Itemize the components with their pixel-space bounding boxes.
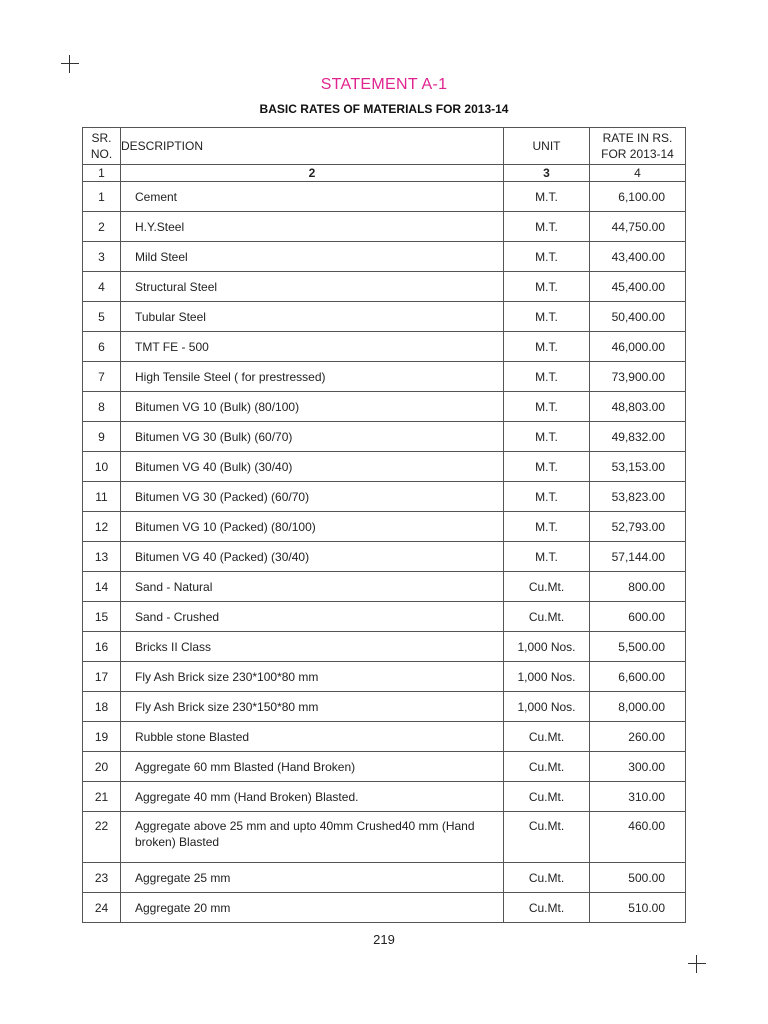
column-number: 3 (504, 165, 590, 182)
table-row (83, 422, 686, 452)
header-rate-line2: FOR 2013-14 (601, 147, 674, 161)
rate-cell: 310.00 (590, 782, 686, 812)
crop-mark-icon (61, 55, 79, 73)
unit-cell: M.T. (504, 512, 590, 542)
description-cell: Sand - Crushed (121, 602, 504, 632)
sr-no-cell: 19 (83, 722, 121, 752)
description-cell: Bitumen VG 40 (Bulk) (30/40) (121, 452, 504, 482)
sr-no-cell: 14 (83, 572, 121, 602)
header-sr-line2: NO. (90, 147, 113, 161)
sr-no-cell: 23 (83, 863, 121, 893)
rate-cell: 49,832.00 (590, 422, 686, 452)
unit-cell: Cu.Mt. (504, 722, 590, 752)
description-line: Aggregate above 25 mm and upto 40mm Crushed40 mm (Hand (135, 819, 475, 833)
sr-no-cell: 18 (83, 692, 121, 722)
rate-cell: 43,400.00 (590, 242, 686, 272)
column-number: 1 (83, 165, 121, 182)
unit-cell: M.T. (504, 302, 590, 332)
unit-cell: M.T. (504, 542, 590, 572)
crop-mark-icon (688, 955, 706, 973)
description-cell: Fly Ash Brick size 230*100*80 mm (121, 662, 504, 692)
rate-cell: 44,750.00 (590, 212, 686, 242)
header-rate-line1: RATE IN RS. (602, 131, 673, 145)
sr-no-cell: 22 (83, 812, 121, 863)
rate-cell: 300.00 (590, 752, 686, 782)
rate-cell: 6,600.00 (590, 662, 686, 692)
table-header-row (83, 128, 686, 165)
sr-no-cell: 2 (83, 212, 121, 242)
table-row (83, 512, 686, 542)
description-cell: Tubular Steel (121, 302, 504, 332)
table-row (83, 692, 686, 722)
sr-no-cell: 13 (83, 542, 121, 572)
table-row (83, 632, 686, 662)
unit-cell: Cu.Mt. (504, 863, 590, 893)
sr-no-cell: 9 (83, 422, 121, 452)
rate-cell: 800.00 (590, 572, 686, 602)
unit-cell: M.T. (504, 242, 590, 272)
description-cell: Fly Ash Brick size 230*150*80 mm (121, 692, 504, 722)
rate-cell: 53,823.00 (590, 482, 686, 512)
description-cell: Bitumen VG 10 (Packed) (80/100) (121, 512, 504, 542)
sr-no-cell: 17 (83, 662, 121, 692)
sr-no-cell: 1 (83, 182, 121, 212)
unit-cell: M.T. (504, 272, 590, 302)
rate-cell: 6,100.00 (590, 182, 686, 212)
page-number: 219 (373, 932, 395, 947)
description-cell: High Tensile Steel ( for prestressed) (121, 362, 504, 392)
table-row (83, 182, 686, 212)
header-sr-no (83, 128, 121, 165)
description-cell: Bricks II Class (121, 632, 504, 662)
rate-cell: 53,153.00 (590, 452, 686, 482)
rate-cell: 260.00 (590, 722, 686, 752)
unit-cell: Cu.Mt. (504, 812, 590, 863)
description-cell: Bitumen VG 30 (Bulk) (60/70) (121, 422, 504, 452)
unit-cell: M.T. (504, 362, 590, 392)
unit-cell: 1,000 Nos. (504, 662, 590, 692)
description-cell: Bitumen VG 10 (Bulk) (80/100) (121, 392, 504, 422)
header-rate (590, 128, 686, 165)
table-row (83, 362, 686, 392)
description-cell: Aggregate 20 mm (121, 893, 504, 923)
description-cell: Structural Steel (121, 272, 504, 302)
table-row (83, 893, 686, 923)
rates-table (82, 127, 686, 923)
sr-no-cell: 8 (83, 392, 121, 422)
column-number: 2 (121, 165, 504, 182)
description-line: broken) Blasted (135, 835, 220, 849)
table-row (83, 662, 686, 692)
unit-cell: M.T. (504, 212, 590, 242)
sr-no-cell: 11 (83, 482, 121, 512)
description-cell: Rubble stone Blasted (121, 722, 504, 752)
sr-no-cell: 24 (83, 893, 121, 923)
column-number-row (83, 165, 686, 182)
sr-no-cell: 5 (83, 302, 121, 332)
rate-cell: 500.00 (590, 863, 686, 893)
table-row (83, 272, 686, 302)
sr-no-cell: 12 (83, 512, 121, 542)
table-row (83, 452, 686, 482)
sr-no-cell: 16 (83, 632, 121, 662)
table-row (83, 782, 686, 812)
rate-cell: 46,000.00 (590, 332, 686, 362)
table-row (83, 572, 686, 602)
unit-cell: Cu.Mt. (504, 752, 590, 782)
unit-cell: Cu.Mt. (504, 893, 590, 923)
rate-cell: 73,900.00 (590, 362, 686, 392)
statement-subtitle: BASIC RATES OF MATERIALS FOR 2013-14 (259, 102, 509, 116)
description-cell: TMT FE - 500 (121, 332, 504, 362)
header-description: DESCRIPTION (121, 128, 504, 165)
unit-cell: 1,000 Nos. (504, 632, 590, 662)
rate-cell: 52,793.00 (590, 512, 686, 542)
description-cell: Aggregate 40 mm (Hand Broken) Blasted. (121, 782, 504, 812)
rate-cell: 8,000.00 (590, 692, 686, 722)
description-cell: H.Y.Steel (121, 212, 504, 242)
description-cell: Bitumen VG 30 (Packed) (60/70) (121, 482, 504, 512)
sr-no-cell: 6 (83, 332, 121, 362)
sr-no-cell: 15 (83, 602, 121, 632)
statement-title: STATEMENT A-1 (320, 76, 448, 93)
sr-no-cell: 3 (83, 242, 121, 272)
unit-cell: M.T. (504, 452, 590, 482)
rate-cell: 460.00 (590, 812, 686, 863)
description-cell: Sand - Natural (121, 572, 504, 602)
rate-cell: 600.00 (590, 602, 686, 632)
sr-no-cell: 10 (83, 452, 121, 482)
rate-cell: 45,400.00 (590, 272, 686, 302)
table-row (83, 302, 686, 332)
table-row (83, 542, 686, 572)
table-row (83, 482, 686, 512)
sr-no-cell: 21 (83, 782, 121, 812)
header-unit: UNIT (504, 128, 590, 165)
sr-no-cell: 7 (83, 362, 121, 392)
sr-no-cell: 20 (83, 752, 121, 782)
table-row (83, 392, 686, 422)
table-row (83, 212, 686, 242)
table-row (83, 722, 686, 752)
description-cell: Bitumen VG 40 (Packed) (30/40) (121, 542, 504, 572)
table-row (83, 602, 686, 632)
table-row (83, 812, 686, 863)
rate-cell: 50,400.00 (590, 302, 686, 332)
header-sr-line1: SR. (91, 131, 112, 145)
unit-cell: 1,000 Nos. (504, 692, 590, 722)
table-row (83, 752, 686, 782)
sr-no-cell: 4 (83, 272, 121, 302)
rate-cell: 5,500.00 (590, 632, 686, 662)
description-cell: Mild Steel (121, 242, 504, 272)
table-row (83, 863, 686, 893)
unit-cell: M.T. (504, 332, 590, 362)
unit-cell: M.T. (504, 422, 590, 452)
unit-cell: M.T. (504, 182, 590, 212)
description-cell: Aggregate 60 mm Blasted (Hand Broken) (121, 752, 504, 782)
unit-cell: Cu.Mt. (504, 782, 590, 812)
rate-cell: 510.00 (590, 893, 686, 923)
rate-cell: 48,803.00 (590, 392, 686, 422)
rate-cell: 57,144.00 (590, 542, 686, 572)
unit-cell: M.T. (504, 392, 590, 422)
description-cell: Aggregate 25 mm (121, 863, 504, 893)
unit-cell: M.T. (504, 482, 590, 512)
column-number: 4 (590, 165, 686, 182)
description-cell: Cement (121, 182, 504, 212)
table-row (83, 332, 686, 362)
unit-cell: Cu.Mt. (504, 572, 590, 602)
unit-cell: Cu.Mt. (504, 602, 590, 632)
table-row (83, 242, 686, 272)
description-cell (121, 812, 504, 863)
